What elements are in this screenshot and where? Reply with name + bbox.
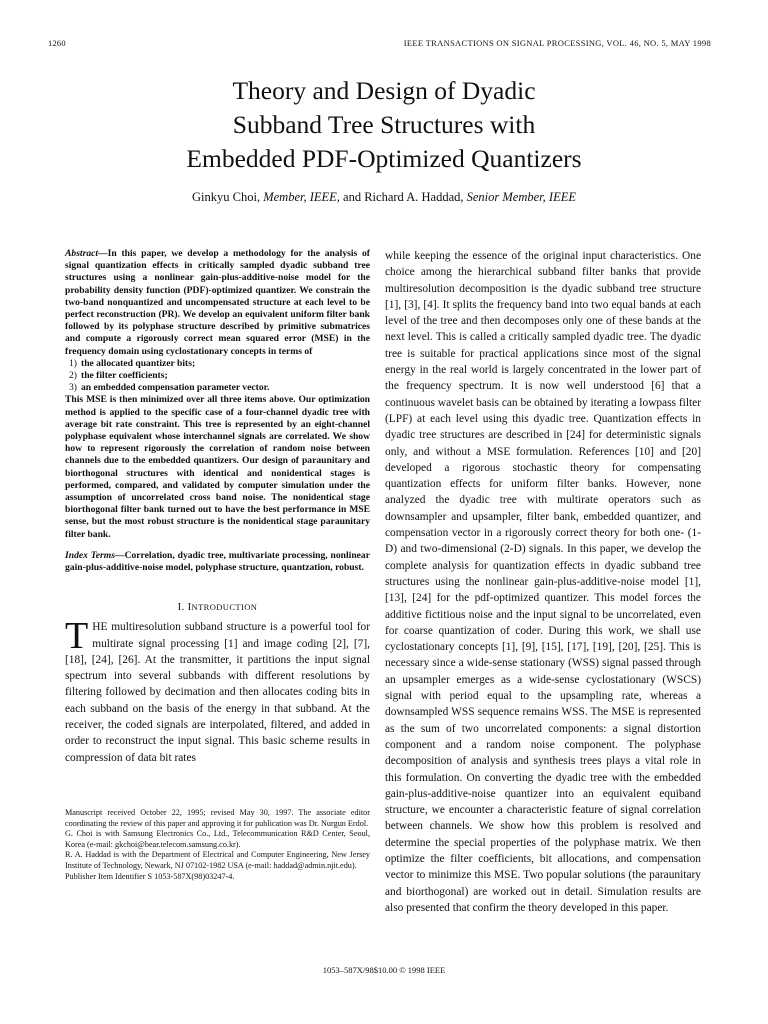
footnotes <box>65 808 370 882</box>
intro-paragraph: THE multiresolution subband structure is a powerful tool for multirate signal processing [1] and image coding [2], [7], [18], [24], [26]. At the transmitter, it partitions the input signal spectrum into several subbands with different resolutions by filtering followed by decimation and then allocates coding bits in each subband on the basis of the energy in that subband. At the receiver, the coded signals are interpolated, filtered, and added in order to reconstruct the input signal. This basic scheme results in compression of data bit rates <box>65 615 370 764</box>
author-role: Senior Member, IEEE <box>466 190 576 204</box>
paper-title <box>0 74 768 176</box>
title-line: Subband Tree Structures with <box>232 110 536 139</box>
footnote: G. Choi is with Samsung Electronics Co., Ltd., Telecommunication R&D Center, Seoul, Korea (e-mail: gkchoi@bear.telecom.samsung.co.kr). <box>65 829 370 849</box>
list-item: 3) an embedded compensation parameter vector. <box>69 382 270 394</box>
running-header: IEEE TRANSACTIONS ON SIGNAL PROCESSING, VOL. 46, NO. 5, MAY 1998 <box>403 38 711 48</box>
abstract <box>65 248 370 541</box>
abstract-rest: This MSE is then minimized over all three items above. Our optimization method is applied to the specific case of a four-channel dyadic tree with average bit rate constraint. This tree is represented by an eight-channel polyphase equivalent whose interchannel signals are correlated. We show how to represent rigorously the correlation of random noise between channels due to the embedded quantizers. Our design of paraunitary and biorthogonal structures with identical and nonidentical stages is performed, compared, and validated by computer simulation under the assumption of uncorrelated cross band noise. The nonidentical stage biorthogonal filter bank turned out to have the best performance in MSE sense, but the most robust structure is the nonidentical stage paraunitary filter bank. <box>65 394 370 540</box>
footnote: Manuscript received October 22, 1995; revised May 30, 1997. The associate editor coordinating the review of this paper and approving it for publication was Dr. Nurgun Erdol. <box>65 808 370 828</box>
page-number: 1260 <box>48 38 66 48</box>
footnote: Publisher Item Identifier S 1053-587X(98)03247-4. <box>65 871 235 881</box>
list-item: 2) the filter coefficients; <box>69 370 168 382</box>
title-line: Theory and Design of Dyadic <box>232 76 536 105</box>
body-paragraph: while keeping the essence of the original input characteristics. One choice among the hierarchical subband filter banks that provide multiresolution decomposition is the dyadic subband tree structure [1], [3], [4]. It splits the frequency band into two equal bands at each level of the tree and then decomposes only one of these bands at the next level. This is called a critically sampled dyadic tree. The dyadic tree is suitable for practical applications since most of the signal energy in the real world is largely concentrated in the lower part of the frequency spectrum. It is now well understood [6] that a continuous wavelet basis can be obtained by iterating a lowpass filter (LPF) at each level using this dyadic tree. Quantization effects in dyadic tree structures are described in [24] for deterministic signals only, and without a MSE formulation. References [10] and [20] developed a rigorous stochastic theory for compensating quantization effects for uniform filter banks. However, none analyzed the dyadic tree with multirate operators such as downsampler and upsampler, filter bank, embedded quantizer, and compensation vector in a rigorously correct theory for both one- (1-D) and two-dimensional (2-D) signals. In this paper, we develop the complete analysis for quantization effects in dyadic subband tree structures using the nonlinear gain-plus-additive-noise model [1], [13], [24] for the pdf-optimized quantizer. This model forces the additive fictitious noise and the input signal to be uncorrelated, even for coarse quantization of coder. During this work, we shall use cyclostationary concepts [1], [9], [15], [17], [19], [20], [25]. This is necessary since a wide-sense stationary (WSS) signal passed through an upsampler emerges as a wide-sense cyclostationary (WSCS) signal with period equal to the upsampling rate, whereas a downsampled WSS sequence remains WSS. The MSE is represented as the sum of two uncorrelated components: a signal distortion component and a random noise component. The polyphase decomposition of analysis and synthesis trees plays a vital role in this formulation. On converting the dyadic tree with the embedded gain-plus-additive-noise quantizer into an equivalent equiband structure, we encounter a characteristic feature of signal correlation between channels. We show how this problem is resolved and determine the special properties of the polyphase matrix. We then optimize the filter coefficients, bit allocations, and compensation vector to minimize this MSE. Two popular solutions (the paraunitary and biorthogonal) are worked out in detail. Simulation results are also presented that confirm the theory developed in this paper. <box>385 250 701 914</box>
author-name: Ginkyu Choi, <box>192 190 261 204</box>
index-terms: Index Terms—Correlation, dyadic tree, multivariate processing, nonlinear gain-plus-additive-noise model, polyphase structure, quantzation, robust. <box>65 549 370 574</box>
abstract-list <box>65 358 370 395</box>
left-column <box>65 248 370 766</box>
title-line: Embedded PDF-Optimized Quantizers <box>186 144 582 173</box>
author-line <box>0 190 768 205</box>
abstract-intro: In this paper, we develop a methodology for the analysis of signal quantization effects in critically sampled dyadic subband tree structures using a nonlinear gain-plus-additive-noise model for the probability density function (PDF)-optimized quantizer. We constrain the two-band nonquantized and uncompensated structure at each level to be perfect reconstruction (PR). We develop an equivalent uniform filter bank followed by its polyphase structure described by primitive submatrices and compute a rigorously correct mean squared error (MSE) in the frequency domain using cyclostationary concepts in terms of <box>65 248 370 357</box>
footnote: R. A. Haddad is with the Department of Electrical and Computer Engineering, New Jersey Institute of Technology, Newark, NJ 07102-1982 USA (e-mail: haddad@admin.njit.edu). <box>65 850 370 870</box>
author-name: and Richard A. Haddad, <box>343 190 464 204</box>
list-item: 1) the allocated quantizer bits; <box>69 357 196 369</box>
author-role: Member, IEEE, <box>263 190 340 204</box>
abstract-label: Abstract— <box>65 248 108 259</box>
index-terms-label: Index Terms— <box>65 549 125 561</box>
section-heading: I. INTRODUCTION <box>177 602 258 614</box>
drop-cap: T <box>65 615 89 658</box>
right-column <box>385 248 701 916</box>
copyright-footer: 1053–587X/98$10.00 © 1998 IEEE <box>322 965 446 975</box>
